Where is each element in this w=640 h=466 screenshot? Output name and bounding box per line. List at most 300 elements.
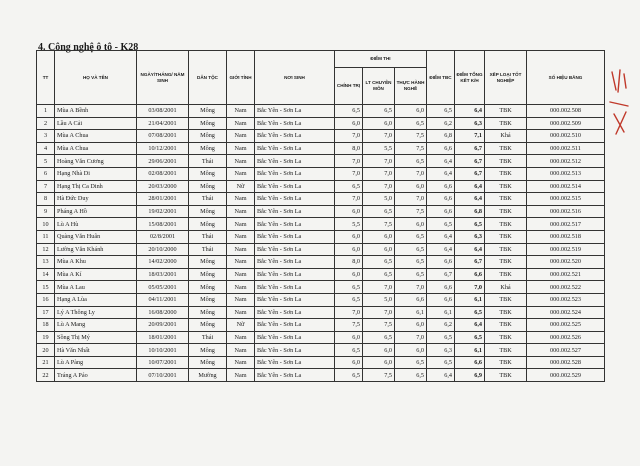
cell-rank: TBK xyxy=(485,319,527,332)
header-name: HỌ VÀ TÊN xyxy=(55,51,137,105)
cell-dob: 19/02/2001 xyxy=(137,205,189,218)
cell-name: Mùa A Bềnh xyxy=(55,105,137,118)
table-row xyxy=(37,356,605,369)
cell-cert: 000.002.519 xyxy=(527,243,605,256)
cell-ethnic: Mông xyxy=(189,142,227,155)
cell-political: 6,0 xyxy=(335,230,363,243)
cell-total: 6,5 xyxy=(455,218,485,231)
cell-tt: 15 xyxy=(37,281,55,294)
cell-birthplace: Bắc Yên - Sơn La xyxy=(255,306,335,319)
cell-rank: TBK xyxy=(485,344,527,357)
cell-dob: 10/07/2001 xyxy=(137,356,189,369)
cell-dob: 02/08/2001 xyxy=(137,167,189,180)
table-body xyxy=(37,105,605,382)
cell-theory: 7,0 xyxy=(363,306,395,319)
cell-dob: 10/10/2001 xyxy=(137,344,189,357)
cell-theory: 7,0 xyxy=(363,167,395,180)
cell-political: 6,5 xyxy=(335,293,363,306)
cell-birthplace: Bắc Yên - Sơn La xyxy=(255,130,335,143)
cell-practice: 6,5 xyxy=(395,117,427,130)
cell-practice: 7,5 xyxy=(395,130,427,143)
cell-cert: 000.002.510 xyxy=(527,130,605,143)
cell-political: 5,5 xyxy=(335,218,363,231)
cell-ethnic: Thái xyxy=(189,230,227,243)
cell-political: 7,0 xyxy=(335,193,363,206)
cell-gender: Nam xyxy=(227,155,255,168)
cell-tt: 20 xyxy=(37,344,55,357)
cell-avg: 6,1 xyxy=(427,306,455,319)
cell-theory: 7,0 xyxy=(363,155,395,168)
cell-birthplace: Bắc Yên - Sơn La xyxy=(255,205,335,218)
header-dob: NGÀY/THÁNG/ NĂM SINH xyxy=(137,51,189,105)
cell-birthplace: Bắc Yên - Sơn La xyxy=(255,344,335,357)
cell-name: Mùa A Chua xyxy=(55,142,137,155)
cell-birthplace: Bắc Yên - Sơn La xyxy=(255,281,335,294)
cell-name: Mùa A Lau xyxy=(55,281,137,294)
cell-ethnic: Mông xyxy=(189,167,227,180)
cell-total: 6,1 xyxy=(455,344,485,357)
cell-avg: 6,6 xyxy=(427,281,455,294)
cell-dob: 20/03/2000 xyxy=(137,180,189,193)
cell-gender: Nam xyxy=(227,306,255,319)
cell-cert: 000.002.517 xyxy=(527,218,605,231)
cell-cert: 000.002.520 xyxy=(527,256,605,269)
cell-cert: 000.002.529 xyxy=(527,369,605,382)
cell-tt: 5 xyxy=(37,155,55,168)
cell-theory: 6,5 xyxy=(363,268,395,281)
cell-ethnic: Mông xyxy=(189,319,227,332)
cell-cert: 000.002.516 xyxy=(527,205,605,218)
cell-cert: 000.002.518 xyxy=(527,230,605,243)
cell-tt: 6 xyxy=(37,167,55,180)
cell-dob: 04/11/2001 xyxy=(137,293,189,306)
cell-cert: 000.002.524 xyxy=(527,306,605,319)
cell-tt: 16 xyxy=(37,293,55,306)
cell-theory: 6,0 xyxy=(363,243,395,256)
cell-avg: 6,6 xyxy=(427,256,455,269)
cell-avg: 6,3 xyxy=(427,344,455,357)
cell-total: 6,6 xyxy=(455,268,485,281)
cell-rank: TBK xyxy=(485,293,527,306)
cell-rank: TBK xyxy=(485,205,527,218)
cell-theory: 6,0 xyxy=(363,117,395,130)
cell-avg: 6,4 xyxy=(427,369,455,382)
cell-avg: 6,6 xyxy=(427,193,455,206)
cell-political: 7,0 xyxy=(335,130,363,143)
cell-ethnic: Thái xyxy=(189,331,227,344)
cell-avg: 6,5 xyxy=(427,356,455,369)
cell-ethnic: Mông xyxy=(189,205,227,218)
cell-theory: 5,0 xyxy=(363,193,395,206)
cell-dob: 15/08/2001 xyxy=(137,218,189,231)
cell-name: Mùa A Kí xyxy=(55,268,137,281)
cell-political: 6,0 xyxy=(335,117,363,130)
cell-birthplace: Bắc Yên - Sơn La xyxy=(255,331,335,344)
cell-gender: Nữ xyxy=(227,319,255,332)
cell-practice: 6,5 xyxy=(395,356,427,369)
cell-name: Hoàng Văn Cương xyxy=(55,155,137,168)
cell-ethnic: Mường xyxy=(189,369,227,382)
cell-gender: Nam xyxy=(227,105,255,118)
header-gender: GIỚI TÍNH xyxy=(227,51,255,105)
cell-theory: 5,0 xyxy=(363,293,395,306)
cell-avg: 6,4 xyxy=(427,243,455,256)
cell-gender: Nam xyxy=(227,369,255,382)
cell-avg: 6,4 xyxy=(427,167,455,180)
cell-rank: TBK xyxy=(485,218,527,231)
cell-birthplace: Bắc Yên - Sơn La xyxy=(255,230,335,243)
cell-dob: 21/04/2001 xyxy=(137,117,189,130)
table-row xyxy=(37,193,605,206)
cell-name: Tráng A Páo xyxy=(55,369,137,382)
cell-birthplace: Bắc Yên - Sơn La xyxy=(255,167,335,180)
cell-tt: 12 xyxy=(37,243,55,256)
cell-gender: Nữ xyxy=(227,180,255,193)
cell-tt: 9 xyxy=(37,205,55,218)
header-ethnic: DÂN TỘC xyxy=(189,51,227,105)
cell-total: 6,9 xyxy=(455,369,485,382)
cell-practice: 7,0 xyxy=(395,281,427,294)
cell-total: 6,7 xyxy=(455,167,485,180)
cell-cert: 000.002.526 xyxy=(527,331,605,344)
table-row xyxy=(37,369,605,382)
table-row xyxy=(37,180,605,193)
cell-gender: Nam xyxy=(227,281,255,294)
cell-political: 6,5 xyxy=(335,180,363,193)
cell-tt: 1 xyxy=(37,105,55,118)
cell-name: Mùa A Chua xyxy=(55,130,137,143)
cell-tt: 10 xyxy=(37,218,55,231)
cell-cert: 000.002.511 xyxy=(527,142,605,155)
cell-rank: TBK xyxy=(485,117,527,130)
cell-practice: 6,5 xyxy=(395,230,427,243)
table-row xyxy=(37,319,605,332)
table-row xyxy=(37,142,605,155)
cell-political: 6,5 xyxy=(335,105,363,118)
cell-ethnic: Mông xyxy=(189,268,227,281)
cell-practice: 6,0 xyxy=(395,218,427,231)
cell-avg: 6,7 xyxy=(427,268,455,281)
cell-cert: 000.002.515 xyxy=(527,193,605,206)
cell-dob: 10/12/2001 xyxy=(137,142,189,155)
cell-gender: Nam xyxy=(227,256,255,269)
cell-practice: 7,0 xyxy=(395,331,427,344)
header-cert: SỐ HIỆU BẰNG xyxy=(527,51,605,105)
table-row xyxy=(37,331,605,344)
cell-total: 6,1 xyxy=(455,293,485,306)
cell-rank: TBK xyxy=(485,268,527,281)
cell-rank: TBK xyxy=(485,155,527,168)
cell-birthplace: Bắc Yên - Sơn La xyxy=(255,117,335,130)
cell-birthplace: Bắc Yên - Sơn La xyxy=(255,155,335,168)
cell-gender: Nam xyxy=(227,130,255,143)
header-theory: LT CHUYÊN MÔN xyxy=(363,68,395,105)
cell-name: Hạng A Lùa xyxy=(55,293,137,306)
cell-avg: 6,8 xyxy=(427,130,455,143)
cell-gender: Nam xyxy=(227,218,255,231)
cell-political: 6,0 xyxy=(335,243,363,256)
cell-practice: 6,1 xyxy=(395,306,427,319)
cell-tt: 18 xyxy=(37,319,55,332)
cell-avg: 6,6 xyxy=(427,142,455,155)
table-row xyxy=(37,344,605,357)
cell-theory: 7,0 xyxy=(363,281,395,294)
cell-total: 6,4 xyxy=(455,319,485,332)
cell-rank: TBK xyxy=(485,356,527,369)
cell-gender: Nam xyxy=(227,117,255,130)
table-row xyxy=(37,306,605,319)
cell-total: 6,4 xyxy=(455,193,485,206)
cell-name: Lý A Thông Ly xyxy=(55,306,137,319)
cell-birthplace: Bắc Yên - Sơn La xyxy=(255,218,335,231)
cell-dob: 20/09/2001 xyxy=(137,319,189,332)
cell-avg: 6,4 xyxy=(427,155,455,168)
cell-tt: 13 xyxy=(37,256,55,269)
table-row xyxy=(37,293,605,306)
table-row xyxy=(37,218,605,231)
cell-cert: 000.002.521 xyxy=(527,268,605,281)
cell-rank: TBK xyxy=(485,180,527,193)
cell-avg: 6,5 xyxy=(427,218,455,231)
cell-rank: TBK xyxy=(485,369,527,382)
table-row xyxy=(37,167,605,180)
cell-avg: 6,6 xyxy=(427,205,455,218)
cell-avg: 6,4 xyxy=(427,230,455,243)
cell-gender: Nam xyxy=(227,356,255,369)
cell-practice: 6,5 xyxy=(395,268,427,281)
cell-political: 8,0 xyxy=(335,142,363,155)
cell-ethnic: Mông xyxy=(189,256,227,269)
cell-name: Lù A Mang xyxy=(55,319,137,332)
cell-name: Hà Đức Duy xyxy=(55,193,137,206)
cell-ethnic: Mông xyxy=(189,293,227,306)
cell-rank: TBK xyxy=(485,105,527,118)
cell-tt: 8 xyxy=(37,193,55,206)
cell-theory: 7,5 xyxy=(363,319,395,332)
cell-cert: 000.002.512 xyxy=(527,155,605,168)
cell-tt: 7 xyxy=(37,180,55,193)
cell-practice: 6,5 xyxy=(395,155,427,168)
cell-ethnic: Mông xyxy=(189,117,227,130)
cell-theory: 6,0 xyxy=(363,344,395,357)
cell-birthplace: Bắc Yên - Sơn La xyxy=(255,268,335,281)
table-row xyxy=(37,268,605,281)
cell-ethnic: Thái xyxy=(189,243,227,256)
cell-practice: 6,6 xyxy=(395,293,427,306)
table-row xyxy=(37,230,605,243)
cell-dob: 14/02/2000 xyxy=(137,256,189,269)
cell-cert: 000.002.514 xyxy=(527,180,605,193)
cell-avg: 6,2 xyxy=(427,319,455,332)
cell-ethnic: Thái xyxy=(189,155,227,168)
cell-name: Hạng Thị Ca Dinh xyxy=(55,180,137,193)
cell-avg: 6,5 xyxy=(427,331,455,344)
table-row xyxy=(37,117,605,130)
cell-gender: Nam xyxy=(227,193,255,206)
cell-practice: 6,5 xyxy=(395,243,427,256)
cell-theory: 6,0 xyxy=(363,230,395,243)
cell-dob: 28/01/2001 xyxy=(137,193,189,206)
cell-birthplace: Bắc Yên - Sơn La xyxy=(255,356,335,369)
table-row xyxy=(37,256,605,269)
cell-cert: 000.002.522 xyxy=(527,281,605,294)
cell-practice: 6,0 xyxy=(395,105,427,118)
cell-dob: 20/10/2000 xyxy=(137,243,189,256)
cell-tt: 2 xyxy=(37,117,55,130)
cell-rank: Khá xyxy=(485,281,527,294)
cell-rank: TBK xyxy=(485,243,527,256)
cell-name: Hà Văn Nhất xyxy=(55,344,137,357)
graduation-table xyxy=(36,50,605,382)
cell-cert: 000.002.508 xyxy=(527,105,605,118)
cell-total: 6,7 xyxy=(455,256,485,269)
cell-total: 6,5 xyxy=(455,306,485,319)
cell-rank: TBK xyxy=(485,256,527,269)
cell-dob: 03/08/2001 xyxy=(137,105,189,118)
header-avg: ĐIỂM TBC xyxy=(427,51,455,105)
cell-dob: 05/05/2001 xyxy=(137,281,189,294)
cell-rank: TBK xyxy=(485,306,527,319)
cell-ethnic: Thái xyxy=(189,193,227,206)
cell-practice: 6,5 xyxy=(395,369,427,382)
table-row xyxy=(37,205,605,218)
cell-political: 7,0 xyxy=(335,155,363,168)
cell-name: Lù A Hù xyxy=(55,218,137,231)
header-scores: ĐIỂM THI xyxy=(335,51,427,68)
cell-cert: 000.002.523 xyxy=(527,293,605,306)
cell-total: 6,3 xyxy=(455,230,485,243)
cell-total: 6,3 xyxy=(455,117,485,130)
cell-practice: 6,0 xyxy=(395,180,427,193)
cell-tt: 17 xyxy=(37,306,55,319)
cell-dob: 07/10/2001 xyxy=(137,369,189,382)
cell-political: 7,5 xyxy=(335,319,363,332)
cell-gender: Nam xyxy=(227,142,255,155)
cell-ethnic: Mông xyxy=(189,130,227,143)
cell-tt: 14 xyxy=(37,268,55,281)
cell-political: 7,0 xyxy=(335,167,363,180)
header-total: ĐIỂM TỔNG KẾT K/H xyxy=(455,51,485,105)
header-political: CHÍNH TRỊ xyxy=(335,68,363,105)
cell-total: 7,0 xyxy=(455,281,485,294)
cell-cert: 000.002.528 xyxy=(527,356,605,369)
cell-ethnic: Mông xyxy=(189,344,227,357)
cell-gender: Nam xyxy=(227,344,255,357)
cell-rank: TBK xyxy=(485,331,527,344)
cell-ethnic: Mông xyxy=(189,180,227,193)
cell-rank: TBK xyxy=(485,230,527,243)
section-title: 4. Công nghệ ô tô - K28 xyxy=(38,42,139,53)
cell-political: 6,5 xyxy=(335,369,363,382)
handwritten-mark-icon xyxy=(604,62,634,142)
cell-name: Pháng A Hồ xyxy=(55,205,137,218)
cell-dob: 29/06/2001 xyxy=(137,155,189,168)
cell-gender: Nam xyxy=(227,205,255,218)
cell-name: Lầu A Cải xyxy=(55,117,137,130)
cell-total: 6,8 xyxy=(455,205,485,218)
cell-cert: 000.002.509 xyxy=(527,117,605,130)
header-practice: THỰC HÀNH NGHỀ xyxy=(395,68,427,105)
cell-ethnic: Mông xyxy=(189,281,227,294)
table-row xyxy=(37,281,605,294)
cell-gender: Nam xyxy=(227,243,255,256)
cell-political: 8,0 xyxy=(335,256,363,269)
cell-name: Lù A Pàng xyxy=(55,356,137,369)
cell-cert: 000.002.525 xyxy=(527,319,605,332)
table-row xyxy=(37,105,605,118)
cell-gender: Nam xyxy=(227,230,255,243)
cell-cert: 000.002.513 xyxy=(527,167,605,180)
cell-political: 6,0 xyxy=(335,205,363,218)
cell-cert: 000.002.527 xyxy=(527,344,605,357)
cell-theory: 6,5 xyxy=(363,331,395,344)
cell-gender: Nam xyxy=(227,167,255,180)
cell-theory: 5,5 xyxy=(363,142,395,155)
cell-dob: 16/08/2000 xyxy=(137,306,189,319)
cell-total: 6,5 xyxy=(455,331,485,344)
table-row xyxy=(37,130,605,143)
header-birthplace: NƠI SINH xyxy=(255,51,335,105)
cell-name: Quàng Văn Huân xyxy=(55,230,137,243)
cell-birthplace: Bắc Yên - Sơn La xyxy=(255,142,335,155)
cell-practice: 7,0 xyxy=(395,193,427,206)
cell-birthplace: Bắc Yên - Sơn La xyxy=(255,319,335,332)
cell-practice: 7,5 xyxy=(395,142,427,155)
cell-total: 7,1 xyxy=(455,130,485,143)
cell-tt: 19 xyxy=(37,331,55,344)
cell-political: 6,5 xyxy=(335,344,363,357)
cell-theory: 6,0 xyxy=(363,356,395,369)
cell-theory: 7,5 xyxy=(363,218,395,231)
cell-name: Sồng Thị Mý xyxy=(55,331,137,344)
cell-birthplace: Bắc Yên - Sơn La xyxy=(255,180,335,193)
cell-theory: 6,5 xyxy=(363,256,395,269)
cell-ethnic: Mông xyxy=(189,218,227,231)
cell-name: Mùa A Khu xyxy=(55,256,137,269)
header-rank: XẾP LOẠI TỐT NGHIỆP xyxy=(485,51,527,105)
cell-total: 6,6 xyxy=(455,356,485,369)
cell-practice: 6,0 xyxy=(395,319,427,332)
cell-birthplace: Bắc Yên - Sơn La xyxy=(255,243,335,256)
cell-rank: TBK xyxy=(485,142,527,155)
cell-gender: Nam xyxy=(227,268,255,281)
cell-tt: 22 xyxy=(37,369,55,382)
cell-avg: 6,6 xyxy=(427,180,455,193)
cell-gender: Nam xyxy=(227,331,255,344)
cell-practice: 7,0 xyxy=(395,167,427,180)
cell-gender: Nam xyxy=(227,293,255,306)
cell-ethnic: Mông xyxy=(189,356,227,369)
cell-ethnic: Mông xyxy=(189,306,227,319)
cell-dob: 02/8/2001 xyxy=(137,230,189,243)
cell-political: 6,5 xyxy=(335,281,363,294)
cell-avg: 6,6 xyxy=(427,293,455,306)
cell-avg: 6,5 xyxy=(427,105,455,118)
cell-birthplace: Bắc Yên - Sơn La xyxy=(255,105,335,118)
cell-birthplace: Bắc Yên - Sơn La xyxy=(255,256,335,269)
cell-dob: 18/01/2001 xyxy=(137,331,189,344)
cell-theory: 7,0 xyxy=(363,130,395,143)
header-tt: TT xyxy=(37,51,55,105)
cell-total: 6,4 xyxy=(455,243,485,256)
cell-total: 6,4 xyxy=(455,105,485,118)
cell-dob: 07/08/2001 xyxy=(137,130,189,143)
cell-tt: 11 xyxy=(37,230,55,243)
cell-tt: 3 xyxy=(37,130,55,143)
cell-practice: 7,5 xyxy=(395,205,427,218)
cell-rank: Khá xyxy=(485,130,527,143)
cell-practice: 6,5 xyxy=(395,256,427,269)
